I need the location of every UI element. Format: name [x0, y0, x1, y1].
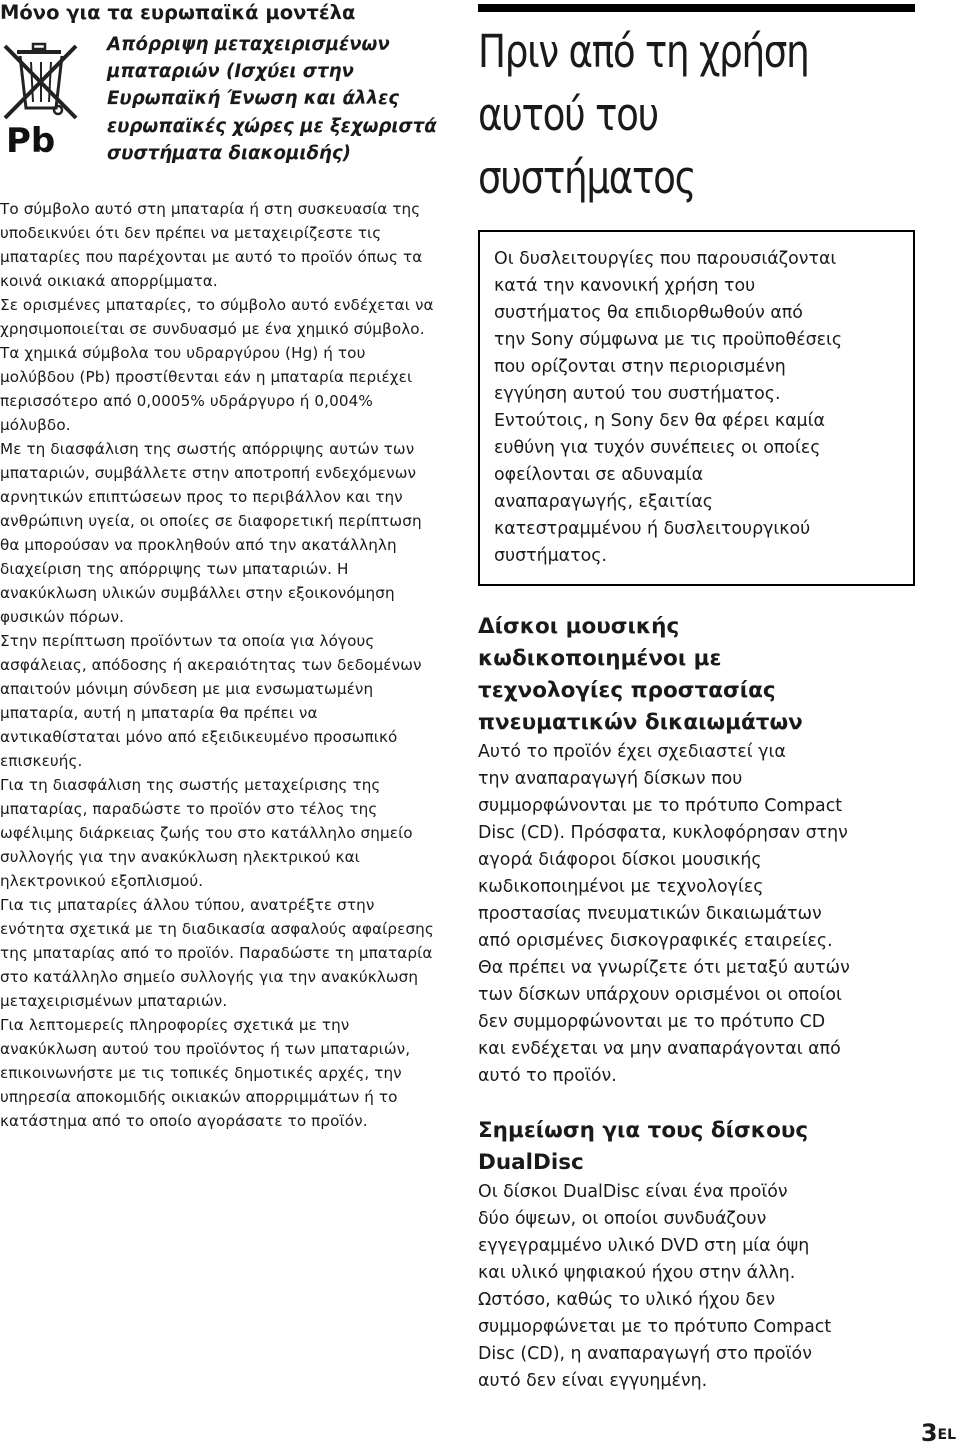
paragraph: Στην περίπτωση προϊόντων τα οποία για λόγους ασφάλειας, απόδοσης ή ακεραιότητας των δεδομένων απαιτούν μόνιμη σύνδεση με μια ενσωματωμένη μπαταρία, αυτή η μπαταρία θα πρέπει να αντικαθίσταται μόνο από εξειδικευμένο προσωπικό επισκευής. — [0, 632, 422, 770]
page-number — [921, 1418, 956, 1448]
page-language-code: EL — [937, 1427, 956, 1443]
section-heading: Σημείωση για τους δίσκους DualDisc — [478, 1118, 809, 1175]
paragraph: Για τις μπαταρίες άλλου τύπου, ανατρέξτε στην ενότητα σχετικά με τη διαδικασία ασφαλούς αφαίρεσης της μπαταρίας από το προϊόν. Παραδώστε τη μπαταρία στο κατάλληλο σημείο συλλογής για την ανακύκλωση μεταχειρισμένων μπαταριών. — [0, 896, 434, 1010]
copyright-discs-section — [478, 611, 918, 1090]
page-number-value: 3 — [920, 1419, 938, 1447]
paragraph: Το σύμβολο αυτό στη μπαταρία ή στη συσκευασία της υποδεικνύει ότι δεν πρέπει να μεταχειρίζεστε τις μπαταρίες που παρέχονται με αυτό το προϊόν όπως τα κοινά οικιακά απορρίμματα. — [0, 200, 423, 290]
battery-disposal-heading: Απόρριψη μεταχειρισμένων μπαταριών (Ισχύει στην Ευρωπαϊκή Ένωση και άλλες ευρωπαϊκές χώρες με ξεχωριστά συστήματα διακομιδής) — [107, 34, 437, 164]
section-heading: Δίσκοι μουσικής κωδικοποιημένοι με τεχνολογίες προστασίας πνευματικών δικαιωμάτων — [478, 614, 803, 735]
notice-box — [478, 230, 915, 586]
section-label: Μόνο για τα ευρωπαϊκά μοντέλα — [0, 1, 356, 24]
paragraph: Για λεπτομερείς πληροφορίες σχετικά με την ανακύκλωση αυτού του προϊόντος ή των μπαταριών, επικοινωνήστε με τις τοπικές δημοτικές αρχές, την υπηρεσία αποκομιδής οικιακών απορριμμάτων ή το κατάστημα από το οποίο αγοράσατε το προϊόν. — [0, 1016, 411, 1130]
dualdisc-section — [478, 1115, 918, 1395]
notice-text: Οι δυσλειτουργίες που παρουσιάζονται κατά την κανονική χρήση του συστήματος θα επιδιορθωθούν από την Sony σύμφωνα με τις προϋποθέσεις που ορίζονται στην περιορισμένη εγγύηση αυτού του συστήματος. Εντούτοις, η Sony δεν θα φέρει καμία ευθύνη για τυχόν συνέπειες οι οποίες οφείλονται σε αδυναμία αναπαραγωγής, εξαιτίας κατεστραμμένου ή δυσλειτουργικού συστήματος. — [494, 249, 843, 566]
paragraph: Για τη διασφάλιση της σωστής μεταχείρισης της μπαταρίας, παραδώστε το προϊόν στο τέλος της ωφέλιμης διάρκειας ζωής του στο κατάλληλο σημείο συλλογής για την ανακύκλωση ηλεκτρικού και ηλεκτρονικού εξοπλισμού. — [0, 776, 413, 890]
title-rule — [478, 4, 915, 12]
section-body: Οι δίσκοι DualDisc είναι ένα προϊόν δύο όψεων, οι οποίοι συνδυάζουν εγγεγραμμένο υλικό DVD στη μία όψη και υλικό ψηφιακού ήχου στην άλλη. Ωστόσο, καθώς το υλικό ήχου δεν συμμορφώνεται με το πρότυπο Compact Disc (CD), η αναπαραγωγή στο προϊόν αυτό δεν είναι εγγυημένη. — [478, 1182, 832, 1391]
paragraph: Με τη διασφάλιση της σωστής απόρριψης αυτών των μπαταριών, συμβάλλετε στην αποτροπή ενδεχόμενων αρνητικών επιπτώσεων προς το περιβάλλον και την ανθρώπινη υγεία, οι οποίες σε διαφορετική περίπτωση θα μπορούσαν να προκληθούν από την ακατάλληλη διαχείριση της απόρριψης των μπαταριών. Η ανακύκλωση υλικών συμβάλλει στην εξοικονόμηση φυσικών πόρων. — [0, 440, 422, 626]
page-title — [478, 20, 883, 209]
section-body: Αυτό το προϊόν έχει σχεδιαστεί για την αναπαραγωγή δίσκων που συμμορφώνονται με το πρότυπο Compact Disc (CD). Πρόσφατα, κυκλοφόρησαν στην αγορά διάφοροι δίσκοι μουσικής κωδικοποιημένοι με τεχνολογίες προστασίας πνευματικών δικαιωμάτων από ορισμένες δισκογραφικές εταιρείες. Θα πρέπει να γνωρίζετε ότι μεταξύ αυτών των δίσκων υπάρχουν ορισμένοι οι οποίοι δεν συμμορφώνονται με το πρότυπο CD και ενδέχεται να μην αναπαράγονται από αυτό το προϊόν. — [478, 742, 850, 1086]
paragraph: Σε ορισμένες μπαταρίες, το σύμβολο αυτό ενδέχεται να χρησιμοποιείται σε συνδυασμό με ένα χημικό σύμβολο. Τα χημικά σύμβολα του υδραργύρου (Hg) ή του μολύβδου (Pb) προστίθενται εάν η μπαταρία περιέχει περισσότερο από 0,0005% υδράργυρο ή 0,004% μόλυβδο. — [0, 296, 434, 434]
disposal-paragraphs — [0, 197, 438, 1133]
page-title-text: Πριν από τη χρήση αυτού του συστήματος — [478, 25, 809, 204]
symbol-text: Pb — [6, 121, 56, 158]
crossed-bin-battery-icon — [0, 38, 82, 158]
